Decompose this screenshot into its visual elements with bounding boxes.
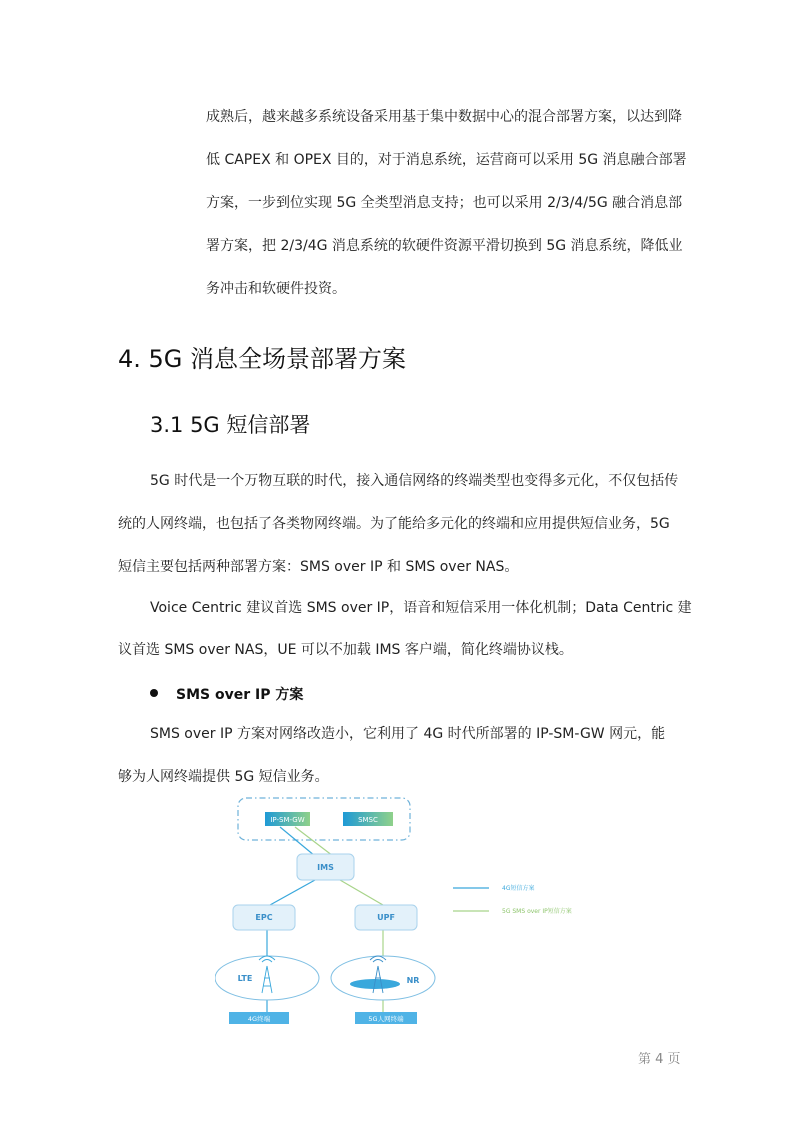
node-nr-cell (331, 956, 435, 1000)
sms-over-ip-network-diagram (215, 790, 595, 1030)
node-epc-label: EPC (255, 913, 273, 922)
node-4g-terminal (229, 1012, 289, 1024)
section-heading: 4. 5G 消息全场景部署方案 (118, 345, 407, 373)
node-ims (297, 854, 354, 880)
node-ip-sm-gw (265, 812, 310, 826)
node-upf-label: UPF (377, 913, 395, 922)
legend-label-5g: 5G SMS over IP短信方案 (502, 908, 572, 915)
link-ipsmgw-ims-4g (280, 827, 315, 856)
node-5g-terminal (355, 1012, 417, 1024)
node-smsc-label: SMSC (358, 816, 378, 824)
node-ip-sm-gw-label: IP-SM-GW (270, 816, 305, 824)
node-nr-label: NR (406, 976, 420, 985)
node-5g-terminal-label: 5G人网终端 (368, 1015, 404, 1023)
intro-line-5: 务冲击和软硬件投资。 (206, 281, 346, 297)
paragraph1-line-3: 短信主要包括两种部署方案：SMS over IP 和 SMS over NAS。 (118, 559, 519, 575)
page-number: 第 4 页 (638, 1052, 681, 1067)
paragraph1-line-2: 统的人网终端，也包括了各类物网终端。为了能给多元化的终端和应用提供短信业务，5G (118, 516, 670, 532)
node-lte-label: LTE (237, 974, 253, 983)
paragraph3-line-1: SMS over IP 方案对网络改造小，它利用了 4G 时代所部署的 IP-SM-GW 网元，能 (150, 726, 666, 742)
link-ims-upf (340, 880, 383, 905)
subsection-heading: 3.1 5G 短信部署 (150, 413, 311, 437)
bullet-heading: SMS over IP 方案 (176, 687, 304, 703)
node-lte-cell (215, 956, 319, 1000)
paragraph1-line-1: 5G 时代是一个万物互联的时代，接入通信网络的终端类型也变得多元化，不仅包括传 (150, 473, 679, 489)
bullet-icon (150, 689, 158, 697)
legend-label-4g: 4G短信方案 (502, 885, 535, 892)
paragraph2-line-1: Voice Centric 建议首选 SMS over IP，语音和短信采用一体化机制；Data Centric 建 (150, 600, 692, 616)
node-epc (233, 905, 295, 930)
diagram-legend (453, 884, 572, 915)
node-4g-terminal-label: 4G终端 (247, 1015, 271, 1023)
paragraph3-line-2: 够为人网终端提供 5G 短信业务。 (118, 769, 329, 785)
node-ims-label: IMS (317, 863, 334, 872)
link-ims-epc (270, 880, 315, 905)
intro-line-2: 低 CAPEX 和 OPEX 目的，对于消息系统，运营商可以采用 5G 消息融合部署 (206, 152, 687, 168)
paragraph2-line-2: 议首选 SMS over NAS，UE 可以不加载 IMS 客户端，简化终端协议栈。 (118, 642, 573, 658)
node-smsc (343, 812, 393, 826)
intro-line-4: 署方案，把 2/3/4G 消息系统的软硬件资源平滑切换到 5G 消息系统，降低业 (206, 238, 683, 254)
link-ipsmgw-ims-5g (295, 827, 333, 856)
node-upf (355, 905, 417, 930)
bullet-heading-row (150, 684, 303, 704)
intro-line-1: 成熟后，越来越多系统设备采用基于集中数据中心的混合部署方案，以达到降 (206, 109, 682, 125)
intro-line-3: 方案，一步到位实现 5G 全类型消息支持；也可以采用 2/3/4/5G 融合消息部 (206, 195, 683, 211)
